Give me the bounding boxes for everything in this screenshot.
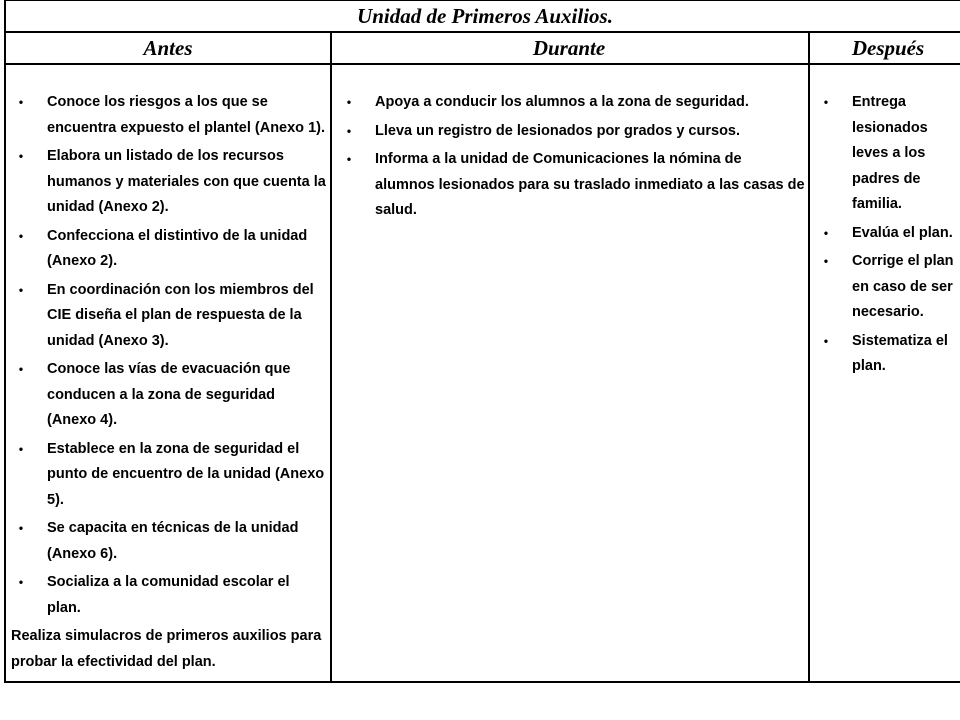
durante-list — [339, 90, 805, 224]
list-item-text: Evalúa el plan. — [852, 224, 953, 241]
column-durante — [339, 65, 805, 681]
list-item — [11, 357, 327, 434]
bullet-icon: • — [823, 225, 829, 240]
bullet-icon: • — [346, 95, 352, 109]
list-item — [339, 90, 805, 116]
bullet-icon: • — [823, 254, 829, 268]
bullet-icon: • — [18, 362, 24, 376]
list-item — [816, 329, 960, 380]
bullet-icon: • — [18, 441, 24, 456]
list-item — [11, 278, 327, 355]
bullet-icon: • — [18, 228, 24, 243]
list-item-text: Conoce los riesgos a los que se encuentra expuesto el plantel (Anexo 1). — [47, 94, 325, 136]
list-item-text: Elabora un listado de los recursos humanos y materiales con que cuenta la unidad (Anexo 2). — [47, 148, 326, 215]
list-item-text: Confecciona el distintivo de la unidad (Anexo 2). — [47, 227, 308, 269]
list-item-text: Entrega lesionados leves a los padres de familia. — [852, 94, 928, 212]
bullet-icon: • — [18, 282, 24, 297]
header-antes: Antes — [143, 36, 193, 60]
antes-footer: Realiza simulacros de primeros auxilios para probar la efectividad del plan. — [11, 628, 322, 670]
header-despues: Después — [851, 36, 925, 60]
list-item-text: Socializa a la comunidad escolar el plan. — [47, 574, 290, 616]
column-divider — [808, 33, 810, 681]
list-item — [816, 90, 960, 218]
bullet-icon: • — [346, 123, 352, 138]
list-item — [11, 144, 327, 221]
column-despues — [816, 65, 960, 681]
list-item-text: En coordinación con los miembros del CIE diseña el plan de respuesta de la unidad (Anexo 3). — [47, 281, 314, 349]
list-item-text: Conoce las vías de evacuación que conducen a la zona de seguridad (Anexo 4). — [47, 361, 291, 428]
list-item — [11, 437, 327, 514]
antes-list — [11, 90, 327, 621]
header-durante: Durante — [532, 36, 606, 60]
list-item-text: Establece en la zona de seguridad el punto de encuentro de la unidad (Anexo 5). — [47, 440, 325, 508]
bullet-icon: • — [18, 521, 24, 535]
list-item — [816, 221, 960, 247]
list-item-text: Corrige el plan en caso de ser necesario. — [852, 253, 954, 320]
list-item-text: Apoya a conducir los alumnos a la zona de seguridad. — [375, 94, 749, 110]
list-item — [11, 516, 327, 567]
column-antes — [11, 65, 329, 681]
first-aid-table — [4, 0, 960, 683]
list-item-text: Se capacita en técnicas de la unidad (Anexo 6). — [47, 520, 299, 562]
list-item-text: Lleva un registro de lesionados por grados y cursos. — [375, 122, 741, 139]
list-item — [11, 90, 327, 141]
column-divider — [330, 33, 332, 681]
list-item — [339, 119, 805, 145]
bullet-icon: • — [823, 95, 829, 109]
list-item — [11, 224, 327, 275]
despues-list — [816, 90, 960, 380]
list-item-text: Sistematiza el plan. — [852, 332, 948, 374]
list-item — [816, 249, 960, 326]
header-row — [6, 33, 960, 65]
bullet-icon: • — [18, 95, 24, 109]
bullet-icon: • — [18, 149, 24, 163]
list-item-text: Informa a la unidad de Comunicaciones la nómina de alumnos lesionados para su traslado inmediato a las casas de salud. — [375, 151, 805, 218]
table-title: Unidad de Primeros Auxilios. — [6, 1, 960, 33]
list-item — [339, 147, 805, 224]
list-item — [11, 570, 327, 621]
bullet-icon: • — [823, 333, 829, 348]
bullet-icon: • — [346, 152, 352, 166]
bullet-icon: • — [18, 575, 24, 589]
